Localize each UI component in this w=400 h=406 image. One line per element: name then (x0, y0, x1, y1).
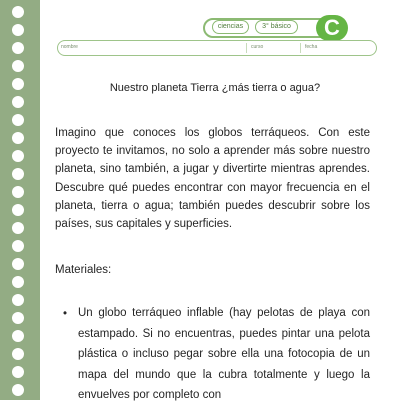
document-title: Nuestro planeta Tierra ¿más tierra o agua? (109, 82, 321, 94)
binder-hole (12, 96, 24, 108)
binder-strip (0, 0, 40, 400)
binder-hole (12, 60, 24, 72)
subject-pill: ciencias (212, 20, 249, 34)
binder-hole (12, 186, 24, 198)
course-field-label: curso (251, 44, 264, 50)
binder-hole (12, 6, 24, 18)
binder-hole (12, 276, 24, 288)
field-divider (246, 43, 247, 53)
binder-hole (12, 348, 24, 360)
binder-hole (12, 132, 24, 144)
binder-hole (12, 312, 24, 324)
date-field-label: fecha (305, 44, 318, 50)
binder-hole (12, 258, 24, 270)
subject-tab-bar (203, 15, 351, 41)
intro-paragraph: Imagino que conoces los globos terráqueos. Con este proyecto te invitamos, no solo a aprender más sobre nuestro planeta, sino también, a jugar y divertirte mientras aprendes. Descubre qué puedes encontrar con mayor frecuencia en el planeta, tierra o agua; también puedes descubrir sobre los países, sus capitales y superficies. (55, 127, 370, 231)
binder-hole (12, 330, 24, 342)
binder-hole (12, 42, 24, 54)
name-field-label: nombre (61, 44, 78, 50)
binder-hole (12, 24, 24, 36)
materials-heading: Materiales: (55, 264, 112, 276)
binder-hole (12, 240, 24, 252)
binder-hole (12, 294, 24, 306)
bullet-marker: • (63, 308, 68, 320)
binder-hole (12, 168, 24, 180)
binder-hole (12, 114, 24, 126)
student-info-fields (57, 40, 377, 56)
binder-hole (12, 150, 24, 162)
binder-hole (12, 384, 24, 396)
binder-hole (12, 204, 24, 216)
material-item: Un globo terráqueo inflable (hay pelotas de playa con estampado. Si no encuentras, puedes pintar una pelota plástica o incluso pegar sobre ella una fotocopia de un mapa del mundo que la cubra totalmente y luego la envuelves por completo con (78, 307, 370, 401)
binder-hole (12, 78, 24, 90)
binder-hole (12, 366, 24, 378)
grade-pill: 3° básico (255, 20, 298, 34)
subject-badge: C (316, 15, 348, 41)
binder-hole (12, 222, 24, 234)
field-divider (300, 43, 301, 53)
